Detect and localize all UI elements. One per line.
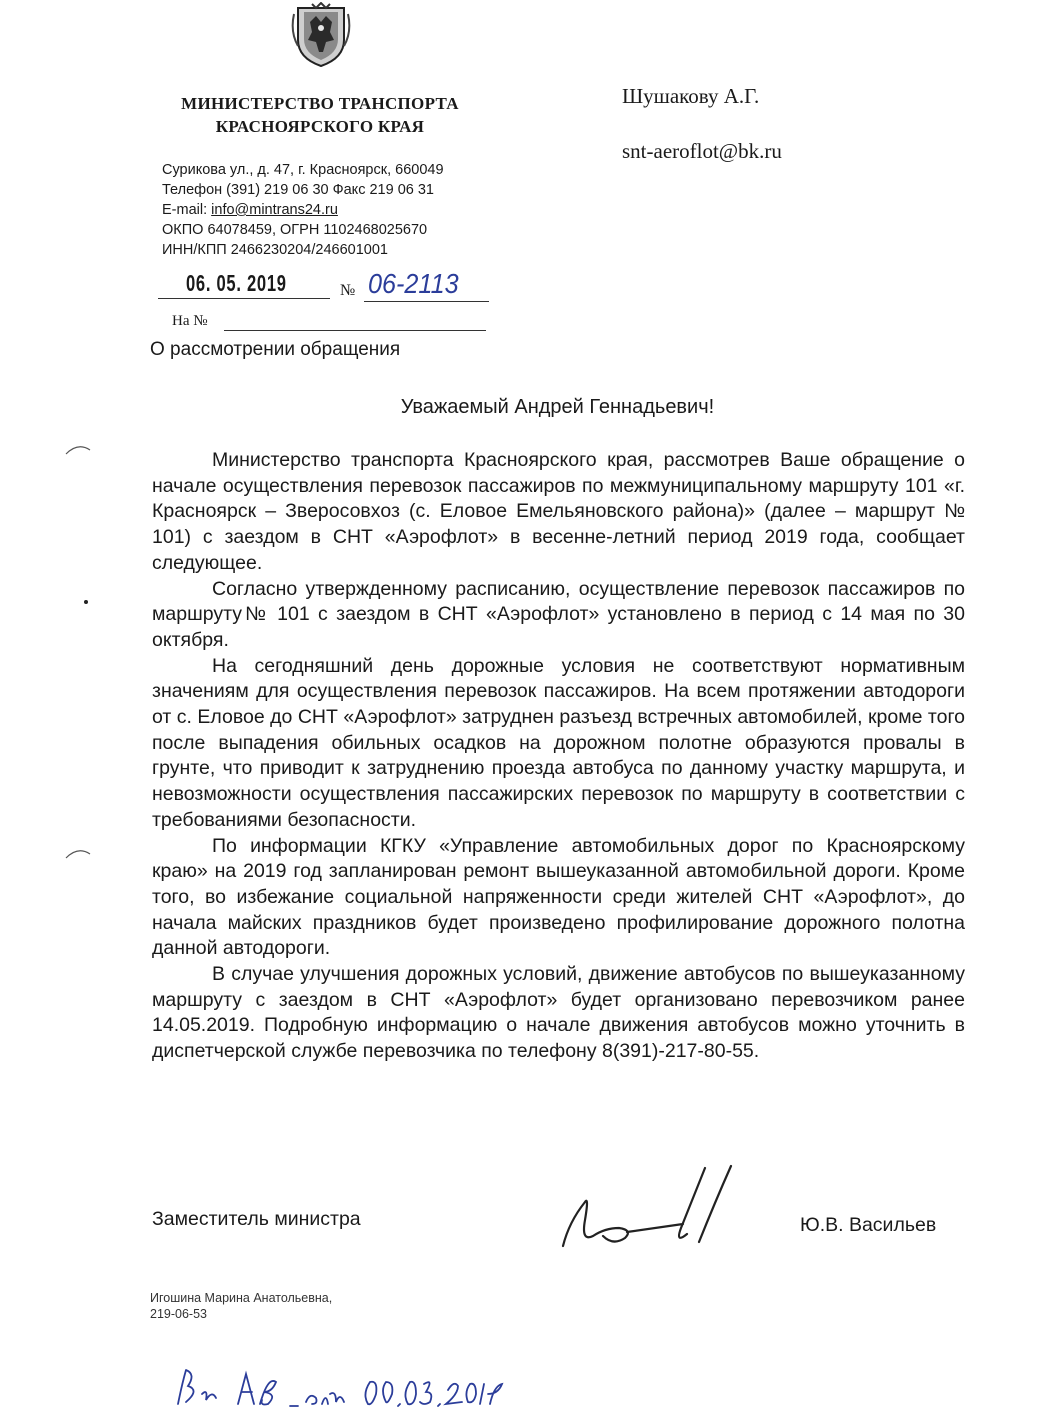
scan-margin-mark: [64, 846, 92, 860]
ministry-inn: ИНН/КПП 2466230204/246601001: [162, 242, 388, 258]
number-underline: [364, 301, 489, 302]
reply-to-label: На №: [172, 313, 208, 329]
body-paragraph: В случае улучшения дорожных условий, движение автобусов по вышеуказанному маршруту с заездом в СНТ «Аэрофлот» будет организовано перевозчиком ранее 14.05.2019. Подробную информацию о начале движения автобусов можно уточнить в диспетчерской службе перевозчика по телефону 8(391)-217-80-55.: [152, 963, 965, 1063]
body-paragraph: Согласно утвержденному расписанию, осуществление перевозок пассажиров по маршруту№ 101 с заездом в СНТ «Аэрофлот» установлено в период с 14 мая по 30 октября.: [152, 577, 965, 651]
signer-name: Ю.В. Васильев: [800, 1214, 937, 1236]
ministry-address: Сурикова ул., д. 47, г. Красноярск, 660049: [162, 162, 444, 178]
ministry-name-line-1: МИНИСТЕРСТВО ТРАНСПОРТА: [181, 94, 459, 113]
coat-of-arms-emblem: [290, 2, 352, 68]
body-paragraph: Министерство транспорта Красноярского края, рассмотрев Ваше обращение о начале осуществления перевозок пассажиров по межмуниципальному маршруту 101 «г. Красноярск – Зверосовхоз (с. Еловое Емельяновского района)» (далее – маршрут № 101) с заездом в СНТ «Аэрофлот» в весенне-летний период 2019 года, сообщает следующее.: [152, 449, 965, 574]
ministry-email-link[interactable]: info@mintrans24.ru: [211, 202, 338, 218]
ministry-name-line-2: КРАСНОЯРСКОГО КРАЯ: [215, 117, 425, 136]
ministry-contacts: [162, 160, 444, 260]
executor-name: Игошина Марина Анатольевна,: [150, 1291, 333, 1305]
letter-subject: О рассмотрении обращения: [150, 339, 401, 360]
ministry-phone: Телефон (391) 219 06 30 Факс 219 06 31: [162, 182, 434, 198]
handwritten-receipt-note: [172, 1364, 512, 1410]
scan-margin-mark: [64, 442, 92, 456]
executor-phone: 219-06-53: [150, 1307, 207, 1321]
registration-date: 06. 05. 2019: [186, 270, 287, 296]
ministry-okpo: ОКПО 64078459, ОГРН 1102468025670: [162, 222, 428, 238]
reply-to-underline: [224, 330, 486, 331]
ministry-name: [150, 92, 490, 138]
body-paragraph: По информации КГКУ «Управление автомобильных дорог по Красноярскому краю» на 2019 год запланирован ремонт вышеуказанной автомобильной дороги. Кроме того, во избежание социальной напряженности среди жителей СНТ «Аэрофлот», до начала майских праздников будет произведено профилирование дорожного полотна данной автодороги.: [152, 834, 965, 960]
recipient-name: Шушакову А.Г.: [622, 84, 760, 108]
scan-dot: [84, 600, 88, 604]
number-label: №: [340, 282, 356, 299]
recipient-email: snt-aeroflot@bk.ru: [622, 139, 782, 163]
letter-body: [152, 448, 965, 1065]
body-paragraph: На сегодняшний день дорожные условия не соответствуют нормативным значениям для осуществления перевозок пассажиров. На всем протяжении автодороги от с. Еловое до СНТ «Аэрофлот» затруднен разъезд встречных автомобилей, кроме того после выпадения обильных осадков на дорожном полотне образуются провалы в грунте, что приводит к затруднению проезда автобуса по данному участку маршрута, и невозможности осуществления пассажирских перевозок по маршруту в соответствии с требованиями безопасности.: [152, 654, 965, 831]
ministry-email: [162, 200, 444, 220]
handwritten-signature: [555, 1162, 755, 1258]
registration-number: 06-2113: [368, 268, 459, 299]
email-label: E-mail:: [162, 202, 212, 218]
salutation: Уважаемый Андрей Геннадьевич!: [400, 396, 715, 418]
signer-position: Заместитель министра: [152, 1208, 361, 1230]
date-underline: [158, 298, 330, 299]
executor-info: [150, 1290, 332, 1322]
